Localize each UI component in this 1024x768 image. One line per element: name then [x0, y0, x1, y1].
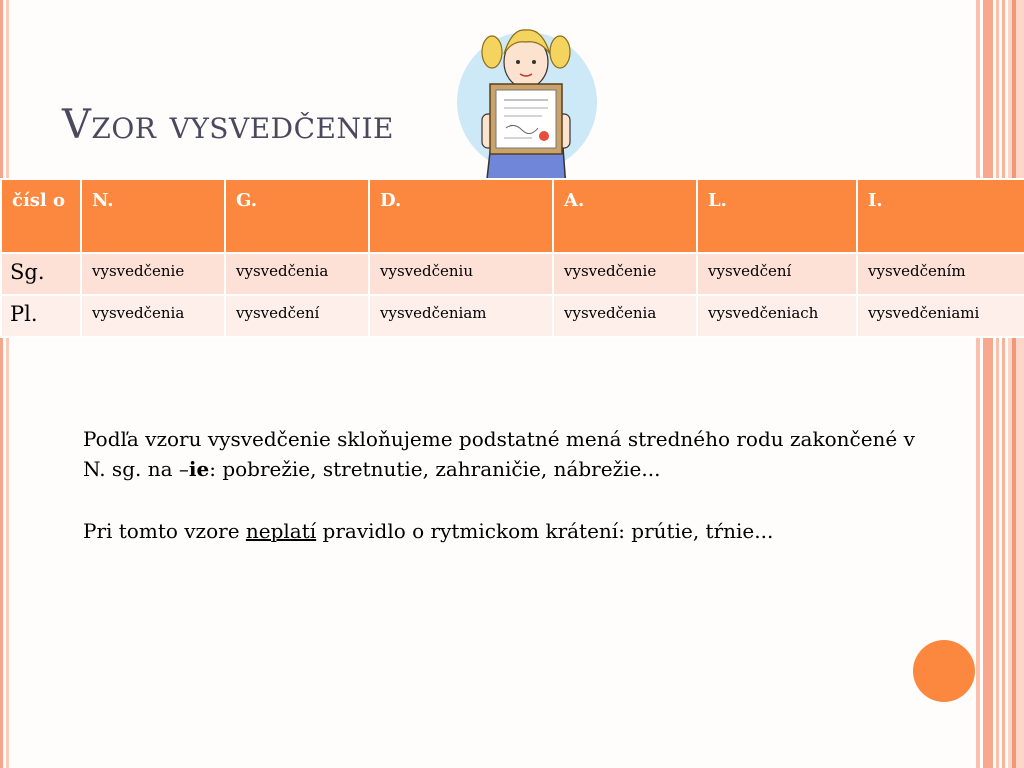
slide-title: Vzor vysvedčenie	[62, 102, 394, 148]
paragraph-rule	[83, 424, 943, 484]
table-cell: vysvedčením	[857, 253, 1024, 295]
ending-ie: ie	[188, 457, 210, 481]
header-number: čísl o	[1, 179, 81, 253]
row-label-plural: Pl.	[1, 295, 81, 337]
table-cell: vysvedčení	[225, 295, 369, 337]
declension-table	[0, 178, 1024, 338]
header-genitive: G.	[225, 179, 369, 253]
paragraph-exception-end: pravidlo o rytmickom krátení: prútie, tŕnie...	[316, 519, 774, 543]
explanation-text	[83, 424, 943, 578]
row-label-singular: Sg.	[1, 253, 81, 295]
table-cell: vysvedčenia	[553, 295, 697, 337]
header-nominative: N.	[81, 179, 225, 253]
table-cell: vysvedčeniu	[369, 253, 553, 295]
decor-stripe-right-3	[996, 0, 999, 768]
girl-certificate-icon	[452, 22, 602, 188]
table-cell: vysvedčeniam	[369, 295, 553, 337]
decor-stripe-left-1	[0, 0, 3, 768]
table-cell: vysvedčeniami	[857, 295, 1024, 337]
paragraph-rule-text: Podľa vzoru vysvedčenie skloňujeme podstatné mená stredného rodu zakončené v N. sg. na –	[83, 427, 915, 481]
paragraph-exception-start: Pri tomto vzore	[83, 519, 246, 543]
header-accusative: A.	[553, 179, 697, 253]
table-cell: vysvedčenia	[81, 295, 225, 337]
decor-stripe-right-6	[1012, 0, 1016, 768]
underlined-neplati: neplatí	[245, 519, 317, 543]
decor-circle	[913, 640, 975, 702]
header-dative: D.	[369, 179, 553, 253]
paragraph-rule-examples: : pobrežie, stretnutie, zahraničie, nábrežie...	[209, 457, 661, 481]
table-header-row	[1, 179, 1024, 253]
table-row-plural	[1, 295, 1024, 337]
decor-stripe-left-2	[6, 0, 9, 768]
table-cell: vysvedčeniach	[697, 295, 857, 337]
table-cell: vysvedčenie	[81, 253, 225, 295]
header-locative: L.	[697, 179, 857, 253]
decor-stripe-right-2	[983, 0, 993, 768]
decor-stripe-right-5	[1008, 0, 1024, 768]
decor-stripe-right-4	[1002, 0, 1005, 768]
table-cell: vysvedčenia	[225, 253, 369, 295]
header-instrumental: I.	[857, 179, 1024, 253]
decor-stripe-right-1	[976, 0, 980, 768]
paragraph-exception	[83, 516, 943, 546]
table-row-singular	[1, 253, 1024, 295]
table-cell: vysvedčení	[697, 253, 857, 295]
table-cell: vysvedčenie	[553, 253, 697, 295]
